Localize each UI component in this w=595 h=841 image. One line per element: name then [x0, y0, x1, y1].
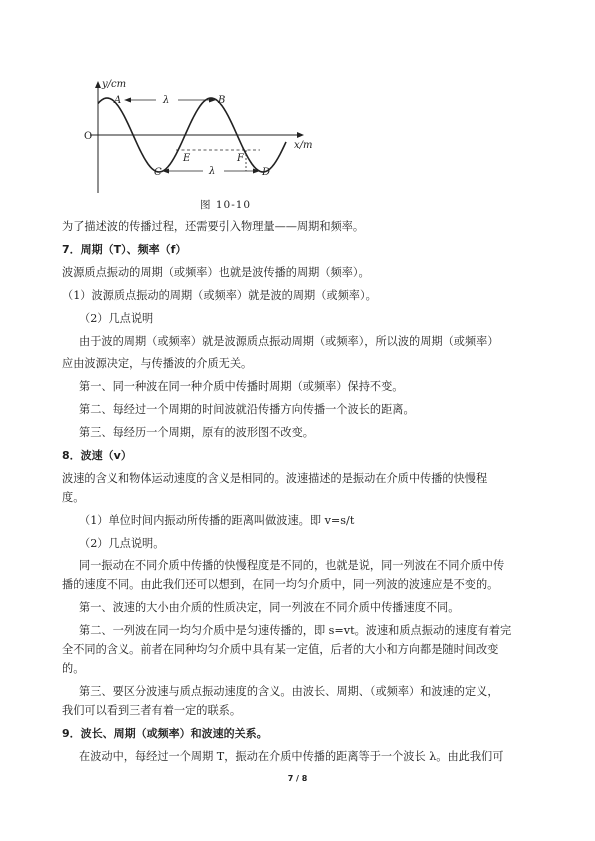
point-c-label: C	[154, 167, 162, 178]
point-e-label: E	[183, 153, 191, 164]
text-line: 第一、波速的大小由介质的性质决定，同一列波在不同介质中传播速度不同。	[79, 601, 460, 614]
wave-figure	[78, 75, 340, 217]
point-b-label: B	[218, 95, 226, 106]
x-axis-label: x/m	[294, 140, 313, 151]
x-axis-arrow	[297, 132, 304, 138]
text-line: 由于波的周期（或频率）就是波源质点振动周期（或频率），所以波的周期（或频率）	[79, 335, 499, 348]
text-line: （2）几点说明。	[79, 537, 165, 550]
text-line: 第三、每经历一个周期，原有的波形图不改变。	[79, 426, 314, 439]
lambda-top-label: λ	[163, 95, 170, 106]
text-line: 在波动中，每经过一个周期 T，振动在介质中传播的距离等于一个波长 λ。由此我们可	[79, 750, 504, 763]
wave-diagram	[78, 75, 340, 197]
text-line: 全不同的含义。前者在同种均匀介质中具有某一定值，后者的大小和方向都是随时间改变	[62, 643, 499, 656]
text-line: 波速的含义和物体运动速度的含义是相同的。波速描述的是振动在介质中传播的快慢程	[62, 472, 488, 485]
origin-label: O	[84, 131, 93, 142]
text-line: 度。	[62, 491, 85, 504]
section-heading-period: 7．周期（T）、频率（f）	[62, 243, 187, 256]
text-line: 应由波源决定，与传播波的介质无关。	[62, 357, 253, 370]
page-number: 7 / 8	[287, 774, 308, 783]
section-heading-relation: 9．波长、周期（或频率）和波速的关系。	[62, 727, 268, 740]
text-line: 第二、每经过一个周期的时间波就沿传播方向传播一个波长的距离。	[79, 403, 415, 416]
point-f-label: F	[237, 153, 244, 164]
text-line: 第二、一列波在同一均匀介质中是匀速传播的，即 s=vt。波速和质点振动的速度有着完	[79, 624, 512, 637]
point-d-label: D	[262, 167, 271, 178]
section-heading-wave-speed: 8．波速（v）	[62, 449, 132, 462]
text-line: （1）波源质点振动的周期（或频率）就是波的周期（或频率）。	[62, 289, 377, 302]
text-line: （2）几点说明	[79, 312, 154, 325]
lambda-top-arrow-left	[124, 98, 131, 103]
text-line: 第三、要区分波速与质点振动速度的含义。由波长、周期、（或频率）和波速的定义，	[79, 685, 499, 698]
y-axis-arrow	[95, 81, 101, 88]
text-line-intro: 为了描述波的传播过程，还需要引入物理量——周期和频率。	[62, 220, 365, 233]
y-axis-label: y/cm	[102, 79, 127, 90]
figure-caption: 图 10-10	[200, 199, 252, 211]
text-line: 的。	[62, 662, 85, 675]
text-line: 我们可以看到三者有着一定的联系。	[62, 704, 242, 717]
text-line: 同一振动在不同介质中传播的快慢程度是不同的，也就是说，同一列波在不同介质中传	[79, 559, 505, 572]
text-line: （1）单位时间内振动所传播的距离叫做波速。即 v=s/t	[79, 514, 355, 527]
lambda-bottom-label: λ	[209, 166, 216, 177]
point-a-label: A	[114, 95, 122, 106]
text-line: 第一、同一种波在同一种介质中传播时周期（或频率）保持不变。	[79, 380, 404, 393]
text-line: 波源质点振动的周期（或频率）也就是波传播的周期（频率）。	[62, 266, 370, 279]
text-line: 播的速度不同。由此我们还可以想到，在同一均匀介质中，同一列波的波速应是不变的。	[62, 578, 499, 591]
